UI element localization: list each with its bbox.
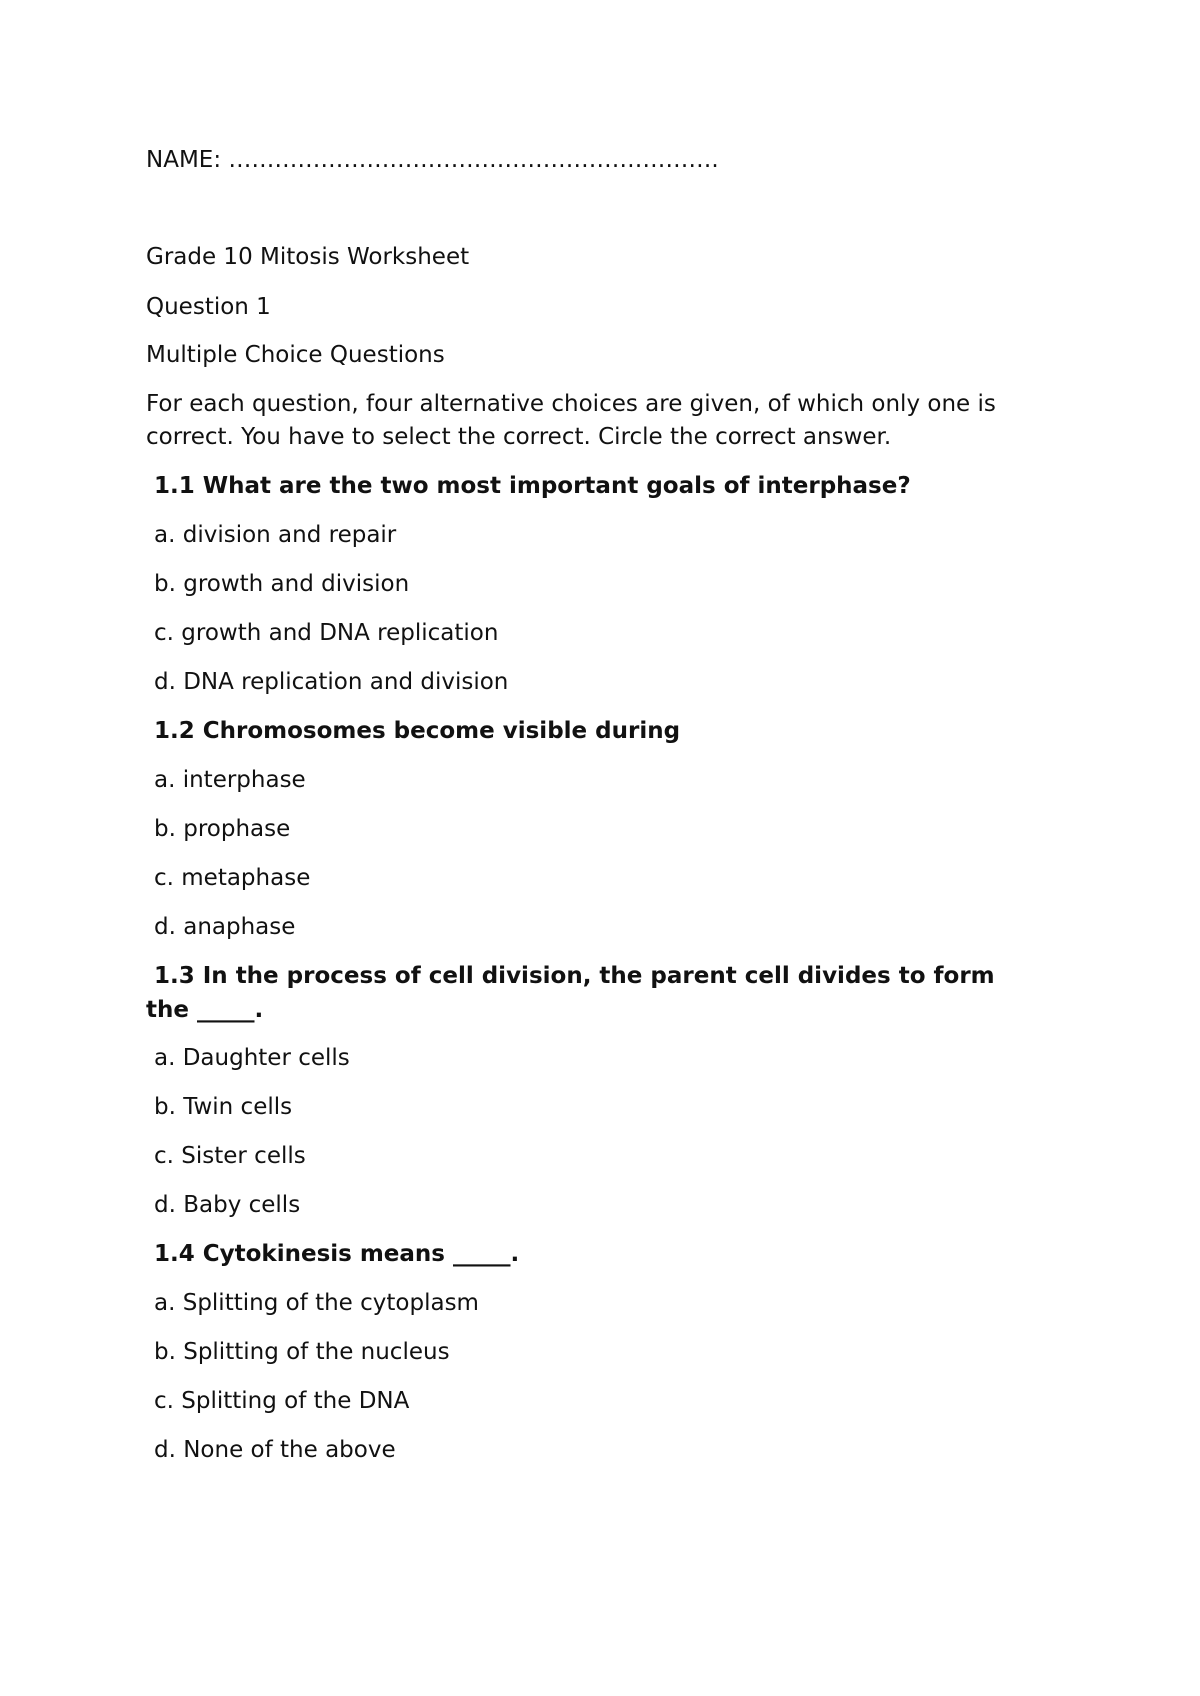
subsection-heading: Multiple Choice Questions [146,342,445,368]
answer-option: b. prophase [154,816,291,842]
question-prompt: 1.2 Chromosomes become visible during [154,718,681,744]
question-prompt-line-2: the _____. [146,997,264,1023]
answer-option: a. division and repair [154,522,397,548]
answer-option: b. growth and division [154,571,410,597]
answer-option: b. Splitting of the nucleus [154,1339,450,1365]
question-prompt: 1.1 What are the two most important goals of interphase? [154,473,911,499]
answer-option: c. growth and DNA replication [154,620,499,646]
worksheet-title: Grade 10 Mitosis Worksheet [146,244,470,270]
instructions-line-1: For each question, four alternative choices are given, of which only one is [146,391,996,417]
name-field-line: NAME: ………………………………………………………. [146,147,719,173]
answer-option: b. Twin cells [154,1094,293,1120]
answer-option: c. metaphase [154,865,311,891]
answer-option: a. Daughter cells [154,1045,350,1071]
section-heading: Question 1 [146,294,271,320]
answer-option: a. Splitting of the cytoplasm [154,1290,479,1316]
answer-option: d. anaphase [154,914,296,940]
answer-option: c. Splitting of the DNA [154,1388,410,1414]
answer-option: c. Sister cells [154,1143,306,1169]
question-prompt-line-1: 1.3 In the process of cell division, the parent cell divides to form [154,963,995,989]
answer-option: d. None of the above [154,1437,396,1463]
question-prompt: 1.4 Cytokinesis means _____. [154,1241,520,1267]
answer-option: d. Baby cells [154,1192,301,1218]
instructions-line-2: correct. You have to select the correct. Circle the correct answer. [146,424,892,450]
answer-option: d. DNA replication and division [154,669,509,695]
answer-option: a. interphase [154,767,306,793]
